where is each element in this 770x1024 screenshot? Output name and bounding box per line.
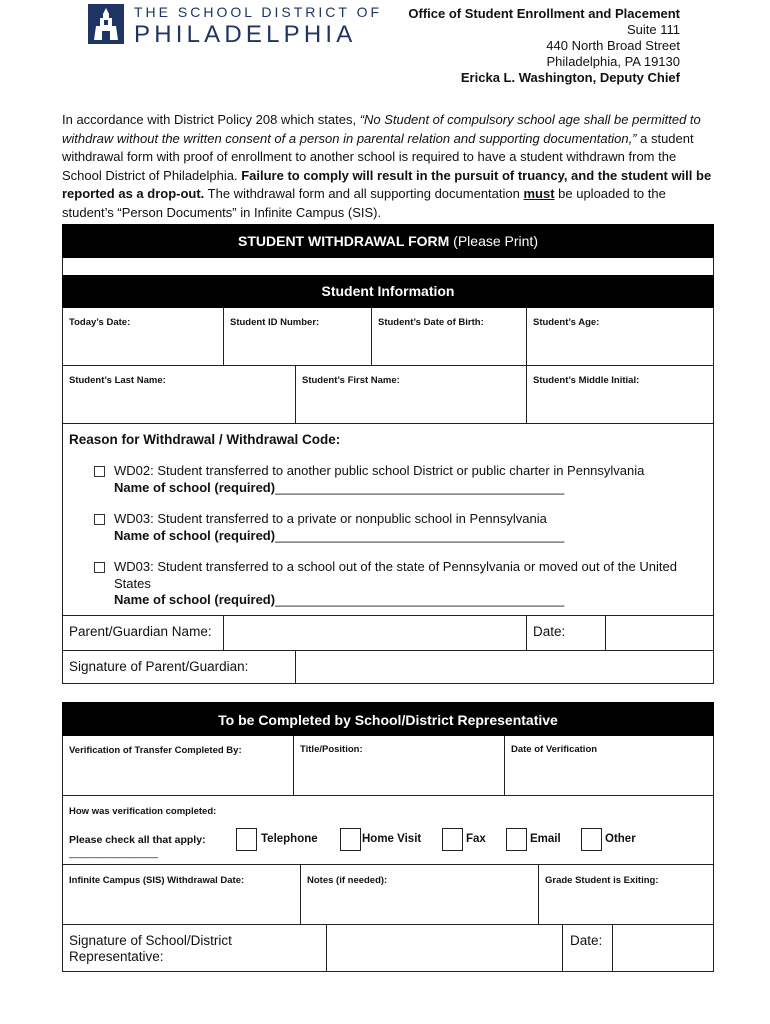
age-label: Student’s Age: [533,317,600,328]
option-wd03-out-of-state [114,559,694,609]
intro-text-3: The withdrawal form and all supporting documentation [204,186,524,202]
telephone-checkbox[interactable] [236,828,257,851]
form-title-note: (Please Print) [449,233,538,249]
notes-label: Notes (if needed): [307,875,388,886]
todays-date-label: Today’s Date: [69,317,131,328]
sis-date-label: Infinite Campus (SIS) Withdrawal Date: [69,875,245,886]
intro-text-1: In accordance with District Policy 208 which states, [62,112,360,127]
option-wd03-private [114,511,694,544]
option-wd03-private-school-line[interactable]: ________________________________________ [275,527,565,543]
title-position-label: Title/Position: [300,744,363,755]
option-wd03-out-of-state-text: WD03: Student transferred to a school out of the state of Pennsylvania or moved out of the United States [114,559,677,591]
how-verified-label: How was verification completed: [69,806,217,817]
intro-paragraph [62,111,718,223]
student-info-bar [62,275,714,308]
parent-name-label: Parent/Guardian Name: [69,624,212,639]
verification-date-label: Date of Verification [511,744,598,755]
parent-date-label: Date: [533,624,566,639]
verified-by-label: Verification of Transfer Completed By: [69,745,242,756]
rep-signature-label: Signature of School/District Representative: [69,933,232,964]
office-address-1: 440 North Broad Street [546,38,680,53]
home-visit-label: Home Visit [362,833,422,845]
logo-line-1: THE SCHOOL DISTRICT OF [134,4,383,20]
grade-label: Grade Student is Exiting: [545,875,659,886]
form-title-bar [62,224,714,258]
office-address-block [408,6,680,86]
rep-date-field[interactable] [613,925,713,971]
intro-text-4: be uploaded to the student’s “Person Documents” in Infinite Campus (SIS). [62,186,666,220]
rep-title: To be Completed by School/District Representative [218,712,558,728]
must-emphasis: must [523,186,555,202]
option-wd02-school-label: Name of school (required) [114,479,276,495]
rep-title-bar [62,702,714,736]
form-title: STUDENT WITHDRAWAL FORM [238,233,450,249]
wd03-out-of-state-checkbox[interactable] [94,562,105,573]
parent-signature-label: Signature of Parent/Guardian: [69,659,249,674]
parent-name-field[interactable] [224,616,525,649]
office-title: Office of Student Enrollment and Placement [408,6,680,21]
parent-date-field[interactable] [606,616,713,649]
email-label: Email [530,833,561,845]
option-wd03-private-school-label: Name of school (required) [114,527,276,543]
logo-line-2: PHILADELPHIA [134,21,357,48]
office-address-2: Philadelphia, PA 19130 [546,54,680,69]
bell-tower-icon [88,4,124,44]
policy-quote: “No Student of compulsory school age shall be permitted to withdraw without the written consent of a person in parental relation and supporting documentation,” [62,112,701,146]
intro-text-2: a student withdrawal form with proof of enrollment to another school is required to have a student withdrawn from the School District of Philadelphia. [62,130,694,183]
middle-initial-label: Student’s Middle Initial: [533,375,640,386]
wd02-checkbox[interactable] [94,466,105,477]
fax-label: Fax [466,833,486,845]
dob-label: Student’s Date of Birth: [378,317,484,328]
option-wd02-school-line[interactable]: ________________________________________ [275,479,565,495]
option-wd03-private-text: WD03: Student transferred to a private or nonpublic school in Pennsylvania [114,511,547,526]
email-checkbox[interactable] [506,828,527,851]
parent-signature-field[interactable] [296,651,713,683]
other-checkbox[interactable] [581,828,602,851]
student-id-label: Student ID Number: [230,317,320,328]
rep-date-label: Date: [570,933,603,948]
office-suite: Suite 111 [626,22,680,37]
first-name-label: Student’s First Name: [302,375,400,386]
telephone-label: Telephone [261,833,318,845]
option-wd03-out-of-state-school-label: Name of school (required) [114,592,276,607]
option-wd03-out-of-state-school-line[interactable]: ________________________________________ [275,592,565,607]
option-wd02-text: WD02: Student transferred to another public school District or public charter in Pennsylvania [114,463,645,478]
last-name-label: Student’s Last Name: [69,375,166,386]
reason-title: Reason for Withdrawal / Withdrawal Code: [69,432,341,447]
check-all-label: Please check all that apply: [69,834,206,846]
home-visit-checkbox[interactable] [340,828,361,851]
option-wd02 [114,463,694,496]
verification-blank-line: ________________ [69,848,158,859]
student-info-title: Student Information [321,283,455,299]
deputy-chief: Ericka L. Washington, Deputy Chief [460,70,680,85]
other-label: Other [605,833,636,845]
district-logo [88,4,383,48]
wd03-private-checkbox[interactable] [94,514,105,525]
truancy-warning: Failure to comply will result in the pursuit of truancy, and the student will be reported as a drop-out. [62,167,712,202]
rep-signature-field[interactable] [327,925,561,971]
fax-checkbox[interactable] [442,828,463,851]
